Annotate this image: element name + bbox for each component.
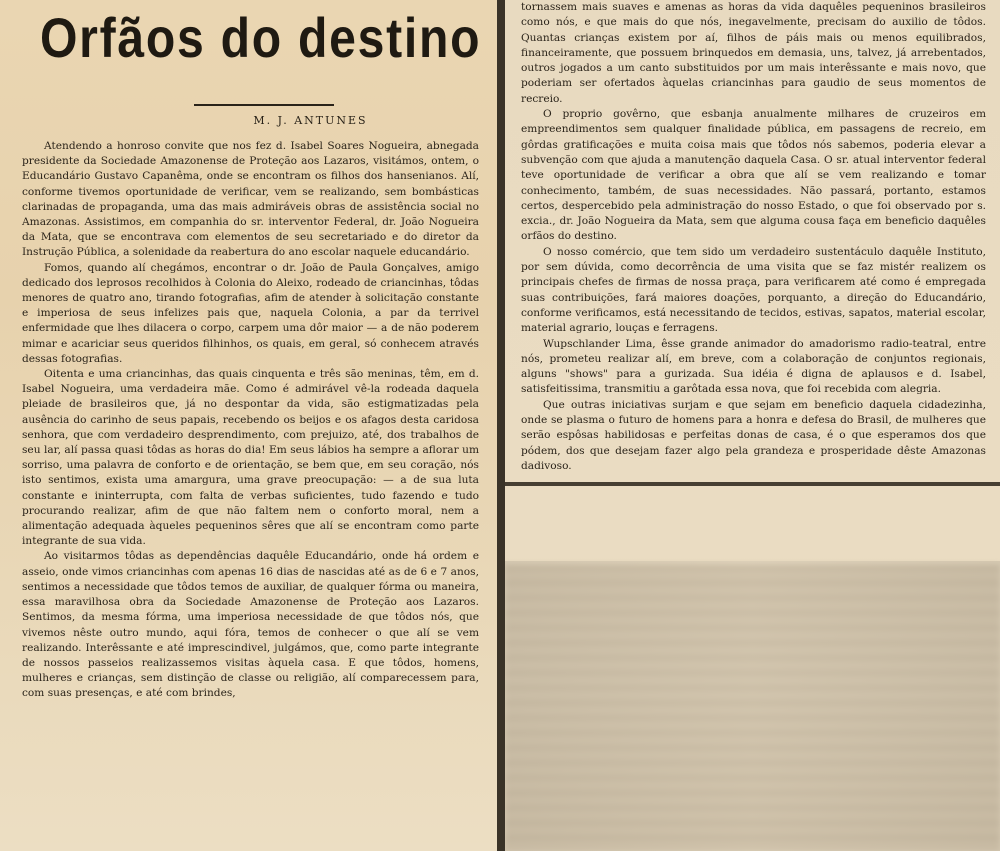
title-rule [194,104,334,106]
paragraph: Ao visitarmos tôdas as dependências daquêle Educandário, onde há ordem e asseio, onde vimos criancinhas com apenas 16 dias de nascidas até as de 6 e 7 anos, sentimos a necessidade que tôdos temos de auxiliar, de qualquer fórma ou maneira, essa maravilhosa obra da Sociedade Amazonense de Proteção aos Lazaros. Sentimos, da mesma fórma, uma imperiosa necessidade de que tôdos nós, que vivemos nêste outro mundo, aqui fóra, temos de conhecer o que alí se vem realizando. Interêssante e até imprescindivel, julgámos, que, como parte integrante de nossos passeios realizassemos visitas àquela casa. E que tôdos, homens, mulheres e crianças, sem distinção de classe ou religião, alí comparecessem para, com suas presenças, e até com brindes, [22,550,479,700]
paragraph: Atendendo a honroso convite que nos fez d. Isabel Soares Nogueira, abnegada presidente da Sociedade Amazonense de Proteção aos Lazaros, visitámos, ontem, o Educandário Gustavo Capanêma, onde se encontram os filhos dos hansenianos. Alí, conforme tivemos oportunidade de verificar, vem se realizando, sem bombásticas clarinadas de propaganda, uma das mais admiráveis obras de assistência social no Amazonas. Assistimos, em companhia do sr. interventor Federal, dr. João Nogueira da Mata, que se encontrava com elementos de seu secretariado e do diretor da Instrução Pública, a solenidade da reabertura do ano escolar naquele educandário. [22,140,479,259]
right-column [505,0,1000,851]
paragraph: O proprio govêrno, que esbanja anualmente milhares de cruzeiros em empreendimentos sem qualquer finalidade pública, em passagens de recreio, em gôrdas gratificações e muita coisa mais que tôdos nós sabemos, poderia elevar a subvenção com que ajuda a manutenção daquela Casa. O sr. atual interventor federal teve oportunidade de verificar a obra que alí se vem realizando e tomar conhecimento, também, de suas necessidades. Não passará, portanto, estamos certos, despercebido pela administração do nosso Estado, o que foi observado por s. excia., dr. João Nogueira da Mata, sem que alguma cousa faça em beneficio daquêles orfãos do destino. [521,108,986,243]
paragraph: Fomos, quando alí chegámos, encontrar o dr. João de Paula Gonçalves, amigo dedicado dos leprosos recolhidos à Colonia do Aleixo, rodeado de criancinhas, tôdas menores de quatro ano, tirando fotografias, afim de atender à solicitação constante e imperiosa de seus infelizes pais que, naquela Colonia, a par da terrivel enfermidade que lhes dilacera o corpo, carpem uma dôr maior — a de não poderem mimar e acariciar seus queridos filhinhos, os quais, em geral, só conhecem através dessas fotografias. [22,261,479,365]
paragraph: O nosso comércio, que tem sido um verdadeiro sustentáculo daquêle Instituto, por sem dúvida, como decorrência de uma visita que se faz mistér realizem os principais chefes de firmas de nossa praça, para verificarem até como é empregada suas contribuições, fará maiores doações, porquanto, a direção do Educandário, conforme verificamos, está necessitando de tecidos, estivas, sapatos, material escolar, material agrario, louças e ferragens. [521,245,986,335]
left-column [0,0,497,851]
paragraph: Oitenta e uma criancinhas, das quais cinquenta e três são meninas, têm, em d. Isabel Nogueira, uma verdadeira mãe. Como é admirável vê-la rodeada daquela pleiade de brasileiros que, já no despontar da vida, são estigmatizadas pela ausência do carinho de seus papais, recebendo os beijos e os afagos desta caridosa senhora, que com verdadeiro desprendimento, com prejuizo, até, dos trabalhos de seu lar, alí passa quasi tôdas as horas do dia! Em seus lábios ha sempre a aflorar um sorriso, uma palavra de conforto e de orientação, se bem que, em seu coração, nós isto sentimos, exista uma amargura, uma grave preocupação: — a de sua luta constante e ininterrupta, com falta de verbas suficientes, tudo fazendo e tudo procurando realizar, afim de que não faltem nem o conforto moral, nem a alimentação adequada àqueles pequeninos sêres que alí se encontram como parte integrante de sua vida. [22,368,479,548]
paragraph: Wupschlander Lima, êsse grande animador do amadorismo radio-teatral, entre nós, prometeu realizar alí, em breve, com a colaboração de conjuntos regionais, alguns "shows" para a gurizada. Sua idéia é digna de aplausos e d. Isabel, satisfeitissima, transmitiu a garôtada essa nova, que foi recebida com alegria. [521,337,986,396]
paragraph: Que outras iniciativas surjam e que sejam em beneficio daquela cidadezinha, onde se plasma o futuro de homens para a honra e defesa do Brasil, de mulheres que serão espôsas habilidosas e perfeitas donas de casa, é o que esperamos dos que pódem, dos que desejam fazer algo pela grandeza e prosperidade dêste Amazonas dadivoso. [521,398,986,472]
blurred-overlay [505,561,1000,851]
article-byline: M. J. ANTUNES [253,114,368,127]
paragraph: tornassem mais suaves e amenas as horas da vida daquêles pequeninos brasileiros como nós, e que mais do que nós, inegavelmente, precisam do auxilio de tôdos. Quantas crianças existem por aí, filhos de páis mais ou menos equilibrados, financeiramente, que possuem brinquedos em demasia, uns, talvez, já arrebentados, outros jogados a um canto substituidos por um mais interêssante e mais novo, que poderiam ser ofertados àquelas criancinhas para gaudio de seus momentos de recreio. [521,1,986,105]
section-divider [505,482,1000,486]
article-title: Orfãos do destino [40,6,482,69]
